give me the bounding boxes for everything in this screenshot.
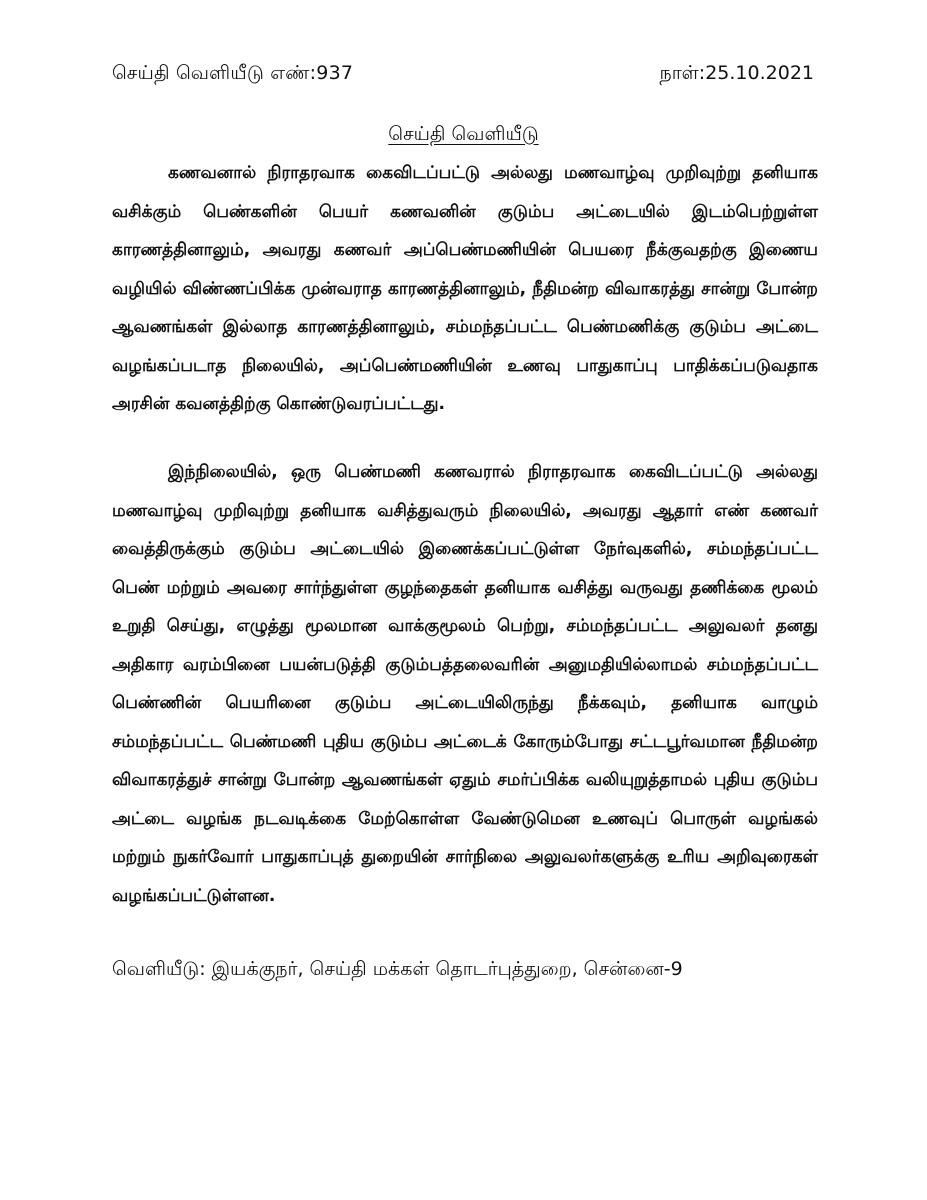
release-date: நாள்:25.10.2021 <box>659 62 814 84</box>
paragraph-1: கணவனால் நிராதரவாக கைவிடப்பட்டு அல்லது மணவாழ்வு முறிவுற்று தனியாக வசிக்கும் பெண்களின் பெயர் கணவனின் குடும்ப அட்டையில் இடம்பெற்றுள்ள காரணத்தினாலும், அவரது கணவர் அப்பெண்மணியின் பெயரை நீக்குவதற்கு இணைய வழியில் விண்ணப்பிக்க முன்வராத காரணத்தினாலும், நீதிமன்ற விவாகரத்து சான்று போன்ற ஆவணங்கள் இல்லாத காரணத்தினாலும், சம்மந்தப்பட்ட பெண்மணிக்கு குடும்ப அட்டை வழங்கப்படாத நிலையில், அப்பெண்மணியின் உணவு பாதுகாப்பு பாதிக்கப்படுவதாக அரசின் கவனத்திற்கு கொண்டுவரப்பட்டது. <box>112 163 818 414</box>
paragraph-2: இந்நிலையில், ஒரு பெண்மணி கணவரால் நிராதரவாக கைவிடப்பட்டு அல்லது மணவாழ்வு முறிவுற்று தனியாக வசித்துவரும் நிலையில், அவரது ஆதார் எண் கணவர் வைத்திருக்கும் குடும்ப அட்டையில் இணைக்கப்பட்டுள்ள நேர்வுகளில், சம்மந்தப்பட்ட பெண் மற்றும் அவரை சார்ந்துள்ள குழந்தைகள் தனியாக வசித்து வருவது தணிக்கை மூலம் உறுதி செய்து, எழுத்து மூலமான வாக்குமூலம் பெற்று, சம்மந்தப்பட்ட அலுவலர் தனது அதிகார வரம்பினை பயன்படுத்தி குடும்பத்தலைவரின் அனுமதியில்லாமல் சம்மந்தப்பட்ட பெண்ணின் பெயரினை குடும்ப அட்டையிலிருந்து நீக்கவும், தனியாக வாழும் சம்மந்தப்பட்ட பெண்மணி புதிய குடும்ப அட்டைக் கோரும்போது சட்டபூர்வமான நீதிமன்ற விவாகரத்துச் சான்று போன்ற ஆவணங்கள் ஏதும் சமர்ப்பிக்க வலியுறுத்தாமல் புதிய குடும்ப அட்டை வழங்க நடவடிக்கை மேற்கொள்ள வேண்டுமென உணவுப் பொருள் வழங்கல் மற்றும் நுகர்வோர் பாதுகாப்புத் துறையின் சார்நிலை அலுவலர்களுக்கு உரிய அறிவுரைகள் வழங்கப்பட்டுள்ளன. <box>112 462 818 906</box>
document-title: செய்தி வெளியீடு <box>388 123 539 145</box>
publisher-footer: வெளியீடு: இயக்குநர், செய்தி மக்கள் தொடர்புத்துறை, சென்னை-9 <box>112 958 683 980</box>
release-number: செய்தி வெளியீடு எண்:937 <box>112 62 354 84</box>
